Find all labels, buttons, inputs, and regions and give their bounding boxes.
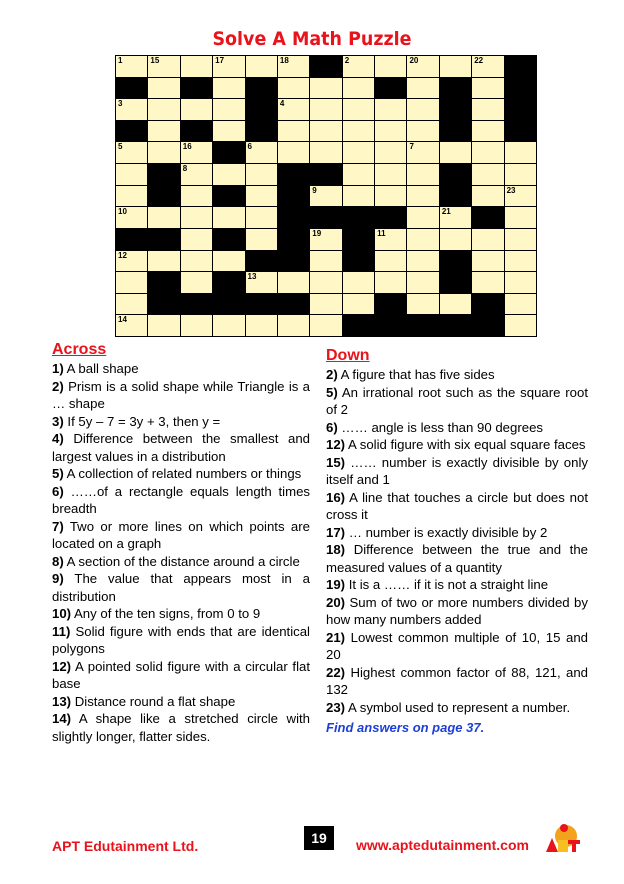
grid-cell[interactable]: [407, 99, 438, 120]
website-link[interactable]: www.aptedutainment.com: [356, 837, 529, 853]
grid-cell[interactable]: [213, 121, 244, 142]
grid-cell[interactable]: [278, 315, 309, 336]
grid-block: [375, 315, 406, 336]
grid-cell[interactable]: [440, 56, 471, 77]
grid-cell[interactable]: [472, 142, 503, 163]
grid-cell[interactable]: [505, 142, 536, 163]
clue-num: 17): [326, 524, 346, 540]
across-clue: [52, 413, 310, 431]
grid-cell[interactable]: [310, 121, 341, 142]
down-column: [326, 346, 588, 737]
clue-number: 3: [118, 99, 123, 109]
grid-cell[interactable]: [181, 207, 212, 228]
grid-cell[interactable]: [505, 272, 536, 293]
clue-num: 6): [326, 419, 338, 435]
down-clue: [326, 594, 588, 629]
grid-cell[interactable]: [213, 78, 244, 99]
across-clue: [52, 605, 310, 623]
clue-text: The value that appears most in a distribution: [52, 571, 310, 604]
clue-text: Solid figure with ends that are identical polygons: [52, 623, 310, 656]
grid-block: [407, 315, 438, 336]
grid-block: [278, 164, 309, 185]
grid-cell[interactable]: [407, 56, 438, 77]
grid-cell[interactable]: [343, 56, 374, 77]
clue-num: 13): [52, 693, 72, 709]
clue-text: A symbol used to represent a number.: [348, 699, 571, 715]
clue-number: 5: [118, 142, 123, 152]
grid-cell[interactable]: [116, 142, 147, 163]
grid-cell[interactable]: [278, 121, 309, 142]
grid-cell[interactable]: [375, 229, 406, 250]
clue-num: 16): [326, 489, 346, 505]
grid-block: [278, 186, 309, 207]
clue-number: 19: [312, 228, 322, 238]
across-clue: [52, 553, 310, 571]
down-clue: [326, 541, 588, 576]
grid-cell[interactable]: [472, 56, 503, 77]
grid-cell[interactable]: [213, 315, 244, 336]
grid-block: [213, 229, 244, 250]
clue-num: 5): [52, 466, 64, 481]
clue-text: A section of the distance around a circle: [66, 553, 300, 569]
grid-cell[interactable]: [213, 251, 244, 272]
grid-cell[interactable]: [116, 56, 147, 77]
grid-cell[interactable]: [148, 99, 179, 120]
clue-number: 17: [215, 56, 225, 65]
grid-block: [278, 207, 309, 228]
clue-text: Prism is a solid shape while Triangle is a … shape: [52, 378, 311, 411]
clue-number: 20: [409, 56, 419, 65]
grid-block: [148, 294, 179, 315]
grid-cell[interactable]: [375, 251, 406, 272]
grid-block: [116, 229, 147, 250]
grid-cell[interactable]: [181, 164, 212, 185]
grid-cell[interactable]: [505, 251, 536, 272]
grid-cell[interactable]: [148, 78, 179, 99]
grid-cell[interactable]: [505, 315, 536, 336]
grid-block: [246, 99, 277, 120]
grid-block: [246, 121, 277, 142]
grid-block: [472, 315, 503, 336]
grid-cell[interactable]: [375, 272, 406, 293]
clue-text: Sum of two or more numbers divided by how many numbers added: [326, 594, 588, 627]
grid-cell[interactable]: [148, 207, 179, 228]
grid-cell[interactable]: [505, 207, 536, 228]
grid-block: [375, 294, 406, 315]
grid-cell[interactable]: [181, 142, 212, 163]
grid-cell[interactable]: [343, 142, 374, 163]
grid-block: [375, 207, 406, 228]
clue-number: 2: [344, 56, 350, 65]
apt-logo: [540, 822, 584, 858]
publisher-name: APT Edutainment Ltd.: [52, 838, 199, 854]
clue-number: 21: [441, 207, 451, 217]
clue-num: 22): [326, 664, 346, 680]
down-clue: [326, 489, 588, 524]
clue-text: It is a …… if it is not a straight line: [348, 577, 549, 592]
clue-number: 11: [377, 228, 386, 238]
clue-number: 22: [474, 56, 484, 65]
clue-num: 23): [326, 699, 346, 715]
clue-text: … number is exactly divisible by 2: [348, 524, 548, 540]
grid-cell[interactable]: [246, 186, 277, 207]
grid-cell[interactable]: [181, 251, 212, 272]
grid-block: [148, 164, 179, 185]
clue-text: Lowest common multiple of 10, 15 and 20: [326, 629, 588, 662]
grid-cell[interactable]: [310, 78, 341, 99]
clue-number: 10: [118, 207, 127, 217]
grid-cell[interactable]: [116, 164, 147, 185]
grid-block: [343, 251, 374, 272]
grid-block: [310, 164, 341, 185]
clue-num: 10): [52, 606, 72, 621]
clue-num: 7): [52, 518, 64, 534]
down-clue: [326, 454, 588, 489]
grid-cell[interactable]: [440, 229, 471, 250]
grid-block: [343, 207, 374, 228]
grid-cell[interactable]: [472, 99, 503, 120]
grid-cell[interactable]: [310, 315, 341, 336]
grid-block: [440, 251, 471, 272]
grid-block: [278, 294, 309, 315]
page-title: Solve A Math Puzzle: [212, 28, 412, 50]
clue-text: Difference between the smallest and largest values in a distribution: [52, 431, 310, 464]
across-clue: [52, 623, 310, 658]
grid-cell[interactable]: [407, 272, 438, 293]
grid-cell[interactable]: [343, 186, 374, 207]
grid-cell[interactable]: [148, 142, 179, 163]
grid-cell[interactable]: [116, 207, 147, 228]
grid-cell[interactable]: [375, 186, 406, 207]
grid-cell[interactable]: [407, 251, 438, 272]
grid-cell[interactable]: [472, 186, 503, 207]
clue-num: 9): [52, 571, 64, 586]
grid-block: [148, 272, 179, 293]
grid-cell[interactable]: [278, 56, 309, 77]
clue-number: 9: [312, 185, 317, 195]
grid-cell[interactable]: [407, 207, 438, 228]
grid-block: [310, 207, 341, 228]
grid-cell[interactable]: [343, 121, 374, 142]
clue-text: An irrational root such as the square root of 2: [326, 384, 588, 417]
grid-cell[interactable]: [116, 315, 147, 336]
across-clue: [52, 658, 310, 693]
grid-cell[interactable]: [116, 272, 147, 293]
clue-num: 18): [326, 542, 346, 557]
grid-cell[interactable]: [472, 272, 503, 293]
clue-text: Difference between the true and the measured values of a quantity: [326, 542, 588, 575]
grid-block: [375, 78, 406, 99]
grid-block: [505, 99, 536, 120]
grid-cell[interactable]: [407, 229, 438, 250]
grid-cell[interactable]: [246, 315, 277, 336]
grid-block: [343, 315, 374, 336]
grid-cell[interactable]: [375, 99, 406, 120]
grid-cell[interactable]: [407, 164, 438, 185]
clue-number: 16: [182, 142, 192, 152]
grid-cell[interactable]: [505, 164, 536, 185]
grid-block: [116, 78, 147, 99]
grid-cell[interactable]: [310, 294, 341, 315]
across-clue-list: [52, 360, 310, 745]
grid-cell[interactable]: [343, 78, 374, 99]
across-clue: [52, 570, 310, 605]
clue-number: 4: [279, 99, 285, 109]
grid-cell[interactable]: [116, 99, 147, 120]
grid-block: [440, 99, 471, 120]
down-clue: [326, 524, 588, 542]
grid-cell[interactable]: [148, 315, 179, 336]
grid-cell[interactable]: [407, 78, 438, 99]
clue-num: 12): [52, 658, 72, 674]
down-clue: [326, 664, 588, 699]
clue-num: 11): [52, 623, 71, 639]
down-heading: Down: [326, 347, 370, 364]
grid-cell[interactable]: [181, 272, 212, 293]
grid-block: [116, 121, 147, 142]
grid-block: [505, 121, 536, 142]
clue-num: 1): [52, 361, 64, 376]
down-clue: [326, 419, 588, 437]
clue-text: …… angle is less than 90 degrees: [341, 419, 543, 435]
grid-block: [440, 164, 471, 185]
grid-block: [246, 78, 277, 99]
grid-block: [213, 186, 244, 207]
clue-text: ……of a rectangle equals length times breadth: [52, 483, 311, 516]
grid-cell[interactable]: [505, 229, 536, 250]
clue-text: A pointed solid figure with a circular flat base: [52, 658, 311, 691]
grid-block: [440, 186, 471, 207]
grid-block: [343, 229, 374, 250]
grid-cell[interactable]: [148, 56, 179, 77]
clue-number: 1: [118, 56, 123, 65]
grid-cell[interactable]: [213, 99, 244, 120]
clue-num: 15): [326, 454, 346, 470]
grid-cell[interactable]: [116, 251, 147, 272]
grid-cell[interactable]: [310, 272, 341, 293]
grid-cell[interactable]: [440, 294, 471, 315]
down-clue-list: [326, 366, 588, 716]
across-clue: [52, 360, 310, 378]
clue-num: 6): [52, 483, 64, 499]
clue-text: A shape like a stretched circle with slightly longer, flatter sides.: [52, 711, 310, 744]
grid-cell[interactable]: [278, 78, 309, 99]
grid-cell[interactable]: [505, 186, 536, 207]
clue-text: Highest common factor of 88, 121, and 132: [326, 664, 588, 697]
across-clue: [52, 693, 310, 711]
grid-cell[interactable]: [310, 99, 341, 120]
clue-num: 2): [52, 378, 64, 394]
down-clue: [326, 366, 588, 384]
grid-block: [472, 207, 503, 228]
clue-number: 6: [247, 142, 252, 152]
grid-cell[interactable]: [407, 121, 438, 142]
grid-cell[interactable]: [407, 294, 438, 315]
clue-text: A ball shape: [66, 361, 139, 376]
clue-number: 7: [409, 142, 414, 152]
grid-block: [181, 294, 212, 315]
clue-num: 21): [326, 629, 346, 645]
down-clue: [326, 699, 588, 717]
grid-block: [505, 78, 536, 99]
clue-text: A solid figure with six equal square faces: [348, 437, 586, 452]
grid-block: [181, 78, 212, 99]
page-number: 19: [304, 826, 334, 850]
grid-cell[interactable]: [440, 142, 471, 163]
across-clue: [52, 378, 310, 413]
grid-cell[interactable]: [181, 186, 212, 207]
grid-cell[interactable]: [213, 207, 244, 228]
clue-num: 19): [326, 577, 346, 592]
grid-cell[interactable]: [472, 121, 503, 142]
grid-cell[interactable]: [213, 164, 244, 185]
grid-cell[interactable]: [148, 121, 179, 142]
grid-cell[interactable]: [246, 207, 277, 228]
across-clue: [52, 710, 310, 745]
grid-cell[interactable]: [343, 164, 374, 185]
grid-block: [278, 251, 309, 272]
clue-num: 4): [52, 431, 64, 446]
grid-cell[interactable]: [343, 272, 374, 293]
clue-num: 2): [326, 367, 338, 382]
grid-block: [246, 251, 277, 272]
grid-cell[interactable]: [246, 142, 277, 163]
grid-cell[interactable]: [375, 142, 406, 163]
clue-num: 8): [52, 553, 64, 569]
down-clue: [326, 576, 588, 594]
clue-number: 12: [118, 250, 127, 260]
grid-cell[interactable]: [440, 207, 471, 228]
grid-cell[interactable]: [472, 229, 503, 250]
grid-cell[interactable]: [472, 78, 503, 99]
grid-cell[interactable]: [472, 251, 503, 272]
grid-cell[interactable]: [310, 186, 341, 207]
grid-block: [181, 121, 212, 142]
clue-text: A figure that has five sides: [340, 367, 495, 382]
grid-block: [148, 186, 179, 207]
clue-text: Any of the ten signs, from 0 to 9: [74, 606, 261, 621]
grid-block: [310, 56, 341, 77]
clue-num: 5): [326, 384, 338, 400]
clue-num: 14): [52, 711, 72, 726]
down-clue: [326, 384, 588, 419]
grid-cell[interactable]: [278, 99, 309, 120]
grid-block: [213, 142, 244, 163]
grid-cell[interactable]: [246, 272, 277, 293]
answers-note: Find answers on page 37.: [326, 720, 485, 735]
grid-cell[interactable]: [116, 294, 147, 315]
clue-text: Two or more lines on which points are located on a graph: [52, 518, 310, 551]
across-heading: Across: [52, 341, 107, 358]
down-clue: [326, 629, 588, 664]
grid-cell[interactable]: [181, 229, 212, 250]
grid-block: [213, 272, 244, 293]
clue-num: 12): [326, 437, 346, 452]
clue-text: If 5y – 7 = 3y + 3, then y =: [67, 413, 221, 429]
grid-cell[interactable]: [181, 315, 212, 336]
grid-cell[interactable]: [310, 229, 341, 250]
grid-cell[interactable]: [343, 294, 374, 315]
clue-number: 8: [182, 164, 188, 174]
down-clue: [326, 436, 588, 454]
clue-number: 23: [506, 185, 516, 195]
grid-cell[interactable]: [181, 56, 212, 77]
grid-cell[interactable]: [310, 142, 341, 163]
grid-block: [213, 294, 244, 315]
grid-cell[interactable]: [310, 251, 341, 272]
across-column: [52, 340, 310, 745]
grid-cell[interactable]: [375, 164, 406, 185]
grid-cell[interactable]: [246, 164, 277, 185]
across-clue: [52, 483, 310, 518]
grid-block: [278, 229, 309, 250]
grid-block: [505, 56, 536, 77]
grid-cell[interactable]: [116, 186, 147, 207]
grid-block: [440, 272, 471, 293]
clue-num: 20): [326, 594, 346, 610]
across-clue: [52, 465, 310, 483]
grid-block: [440, 78, 471, 99]
clue-text: A line that touches a circle but does not cross it: [326, 489, 588, 522]
clue-number: 14: [118, 315, 127, 325]
grid-cell[interactable]: [213, 56, 244, 77]
grid-cell[interactable]: [472, 164, 503, 185]
grid-cell[interactable]: [407, 186, 438, 207]
clue-text: Distance round a flat shape: [74, 693, 236, 709]
grid-cell[interactable]: [343, 99, 374, 120]
grid-block: [440, 315, 471, 336]
grid-cell[interactable]: [407, 142, 438, 163]
grid-block: [246, 294, 277, 315]
grid-cell[interactable]: [278, 142, 309, 163]
clue-num: 3): [52, 413, 64, 429]
grid-cell[interactable]: [181, 99, 212, 120]
clue-text: A collection of related numbers or things: [66, 466, 302, 481]
clue-number: 13: [247, 272, 257, 282]
grid-cell[interactable]: [148, 251, 179, 272]
grid-cell[interactable]: [375, 56, 406, 77]
grid-block: [148, 229, 179, 250]
crossword-grid: [115, 55, 537, 337]
grid-cell[interactable]: [278, 272, 309, 293]
across-clue: [52, 518, 310, 553]
grid-cell[interactable]: [375, 121, 406, 142]
grid-cell[interactable]: [505, 294, 536, 315]
grid-block: [472, 294, 503, 315]
clue-text: …… number is exactly divisible by only itself and 1: [326, 454, 588, 487]
clue-number: 18: [279, 56, 289, 65]
across-clue: [52, 430, 310, 465]
grid-cell[interactable]: [246, 56, 277, 77]
grid-block: [440, 121, 471, 142]
grid-cell[interactable]: [246, 229, 277, 250]
clue-number: 15: [150, 56, 160, 65]
